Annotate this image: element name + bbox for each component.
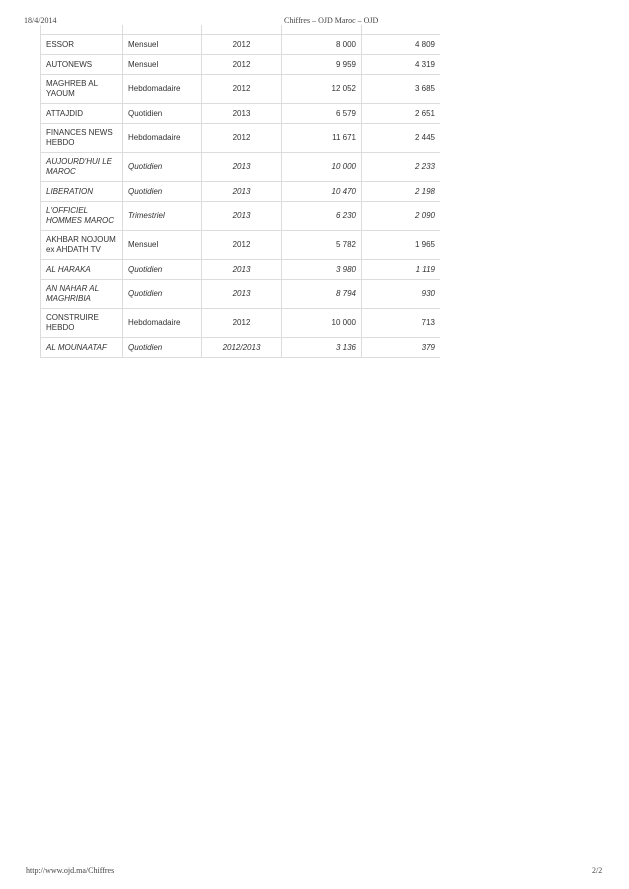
cell-publication: L'OFFICIEL HOMMES MAROC	[41, 202, 123, 231]
cell-periodicity: Hebdomadaire	[123, 75, 202, 104]
cell-year: 2013	[202, 260, 282, 280]
cell-publication: LIBERATION	[41, 182, 123, 202]
table-row	[41, 153, 441, 182]
cell-publication: AL HARAKA	[41, 260, 123, 280]
cell-paid: 2 233	[362, 153, 441, 182]
cell-printed	[282, 25, 362, 35]
cell-year: 2013	[202, 182, 282, 202]
cell-paid: 713	[362, 309, 441, 338]
cell-printed: 10 470	[282, 182, 362, 202]
cell-printed: 8 794	[282, 280, 362, 309]
cell-year: 2013	[202, 153, 282, 182]
cell-year: 2013	[202, 104, 282, 124]
table-row	[41, 280, 441, 309]
table-row	[41, 309, 441, 338]
cell-printed: 11 671	[282, 124, 362, 153]
cell-periodicity: Mensuel	[123, 35, 202, 55]
cell-printed: 6 579	[282, 104, 362, 124]
cell-year: 2012/2013	[202, 338, 282, 358]
cell-publication: MAGHREB AL YAOUM	[41, 75, 123, 104]
page-number: 2/2	[592, 866, 603, 875]
table-row	[41, 260, 441, 280]
cell-publication: CONSTRUIRE HEBDO	[41, 309, 123, 338]
cell-periodicity	[123, 25, 202, 35]
cell-printed: 3 980	[282, 260, 362, 280]
cell-paid: 2 198	[362, 182, 441, 202]
cell-publication: AL MOUNAATAF	[41, 338, 123, 358]
cell-paid: 1 965	[362, 231, 441, 260]
cell-year: 2012	[202, 231, 282, 260]
table-row	[41, 124, 441, 153]
cell-publication: ATTAJDID	[41, 104, 123, 124]
cell-periodicity: Mensuel	[123, 55, 202, 75]
cell-printed: 9 959	[282, 55, 362, 75]
cell-paid: 4 809	[362, 35, 441, 55]
cell-paid: 3 685	[362, 75, 441, 104]
cell-printed: 12 052	[282, 75, 362, 104]
table-row	[41, 35, 441, 55]
cell-printed: 3 136	[282, 338, 362, 358]
table-row	[41, 231, 441, 260]
cell-publication: AUTONEWS	[41, 55, 123, 75]
cell-printed: 6 230	[282, 202, 362, 231]
cell-year: 2012	[202, 35, 282, 55]
table-row	[41, 202, 441, 231]
cell-printed: 5 782	[282, 231, 362, 260]
cell-paid: 930	[362, 280, 441, 309]
cell-year: 2012	[202, 75, 282, 104]
cell-year: 2013	[202, 280, 282, 309]
cell-periodicity: Quotidien	[123, 260, 202, 280]
cell-periodicity: Trimestriel	[123, 202, 202, 231]
cell-periodicity: Quotidien	[123, 338, 202, 358]
cell-year: 2012	[202, 55, 282, 75]
page-title: Chiffres – OJD Maroc – OJD	[284, 16, 379, 25]
table-row	[41, 338, 441, 358]
cell-printed: 8 000	[282, 35, 362, 55]
table-row	[41, 182, 441, 202]
cell-year: 2012	[202, 309, 282, 338]
circulation-table	[40, 25, 440, 358]
print-date: 18/4/2014	[24, 16, 57, 25]
cell-paid: 379	[362, 338, 441, 358]
cell-year: 2012	[202, 124, 282, 153]
cell-publication: AKHBAR NOJOUM ex AHDATH TV	[41, 231, 123, 260]
cell-periodicity: Quotidien	[123, 104, 202, 124]
cell-publication: AUJOURD'HUI LE MAROC	[41, 153, 123, 182]
cell-paid: 2 090	[362, 202, 441, 231]
table-row-cut	[41, 25, 441, 35]
cell-periodicity: Mensuel	[123, 231, 202, 260]
cell-periodicity: Quotidien	[123, 153, 202, 182]
page-url: http://www.ojd.ma/Chiffres	[26, 866, 115, 875]
cell-paid	[362, 25, 441, 35]
table-row	[41, 55, 441, 75]
cell-year: 2013	[202, 202, 282, 231]
cell-paid: 2 651	[362, 104, 441, 124]
table-row	[41, 75, 441, 104]
cell-periodicity: Hebdomadaire	[123, 124, 202, 153]
cell-paid: 2 445	[362, 124, 441, 153]
cell-publication	[41, 25, 123, 35]
table-row	[41, 104, 441, 124]
cell-paid: 1 119	[362, 260, 441, 280]
cell-periodicity: Quotidien	[123, 182, 202, 202]
cell-printed: 10 000	[282, 153, 362, 182]
table-body	[41, 25, 441, 358]
circulation-table-container	[40, 25, 440, 358]
cell-publication: ESSOR	[41, 35, 123, 55]
cell-year	[202, 25, 282, 35]
cell-printed: 10 000	[282, 309, 362, 338]
cell-publication: FINANCES NEWS HEBDO	[41, 124, 123, 153]
cell-periodicity: Quotidien	[123, 280, 202, 309]
cell-periodicity: Hebdomadaire	[123, 309, 202, 338]
cell-paid: 4 319	[362, 55, 441, 75]
cell-publication: AN NAHAR AL MAGHRIBIA	[41, 280, 123, 309]
